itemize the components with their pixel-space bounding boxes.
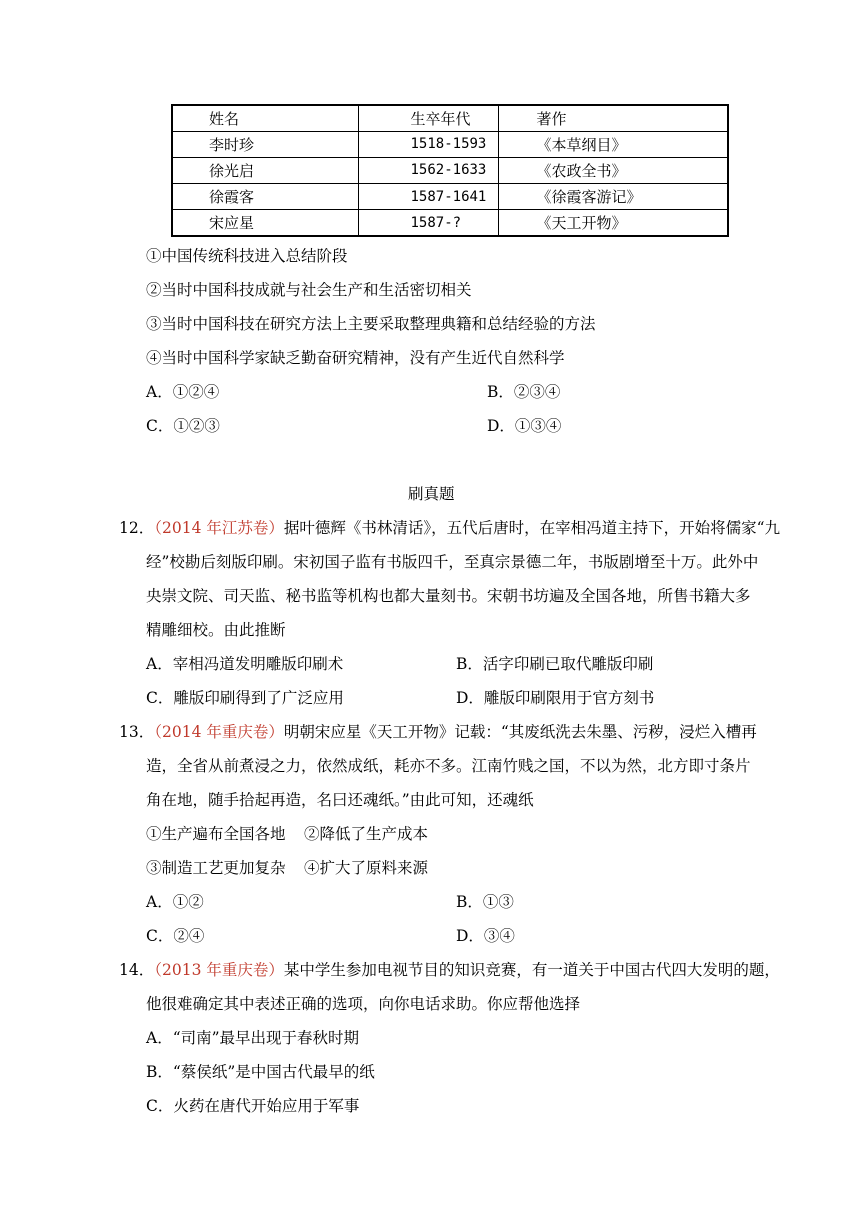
- q13-statement: ③制造工艺更加复杂: [146, 859, 286, 877]
- table-row: [172, 131, 728, 157]
- q13-statement: ①生产遍布全国各地: [146, 825, 286, 843]
- q13-line: [119, 722, 757, 742]
- q11-option-c: C．①②③: [146, 417, 220, 435]
- q11-statement: ①中国传统科技进入总结阶段: [146, 247, 348, 265]
- q11-statement: ③当时中国科技在研究方法上主要采取整理典籍和总结经验的方法: [146, 315, 596, 333]
- scientists-table: [171, 104, 729, 237]
- section-title: 刷真题: [408, 485, 455, 503]
- q12-option-d: D．雕版印刷限用于官方刻书: [456, 689, 655, 707]
- table-header-cell: 姓名: [172, 105, 358, 131]
- table-cell: 《农政全书》: [498, 157, 728, 183]
- table-cell: 李时珍: [172, 131, 358, 157]
- q12-line: 经”校勘后刻版印刷。宋初国子监有书版四千，至真宗景德二年，书版剧增至十万。此外中: [146, 553, 759, 571]
- q14-option-a: A．“司南”最早出现于春秋时期: [146, 1029, 360, 1047]
- q12-line: 央崇文院、司天监、秘书监等机构也都大量刻书。宋朝书坊遍及全国各地，所售书籍大多: [146, 587, 751, 605]
- question-number: 12．: [119, 519, 155, 537]
- question-text: 据叶德辉《书林清话》，五代后唐时，在宰相冯道主持下，开始将儒家“九: [283, 519, 781, 537]
- table-cell: 宋应星: [172, 210, 358, 236]
- q11-statement: ②当时中国科技成就与社会生产和生活密切相关: [146, 281, 472, 299]
- table-cell: 1518-1593: [358, 131, 498, 157]
- q12-line: 精雕细校。由此推断: [146, 621, 286, 639]
- table-cell: 1562-1633: [358, 157, 498, 183]
- q13-statement: ④扩大了原料来源: [304, 859, 429, 877]
- table-cell: 1587-?: [358, 210, 498, 236]
- q12-line: [119, 518, 780, 538]
- question-number: 13．: [119, 723, 155, 741]
- q14-option-b: B．“蔡侯纸”是中国古代最早的纸: [146, 1063, 375, 1081]
- q12-option-c: C．雕版印刷得到了广泛应用: [146, 689, 344, 707]
- q11-option-b: B．②③④: [487, 383, 561, 401]
- q14-line: [119, 960, 780, 980]
- table-cell: 徐霞客: [172, 184, 358, 210]
- q13-option-a: A．①②: [146, 893, 204, 911]
- question-text: 某中学生参加电视节目的知识竞赛，有一道关于中国古代四大发明的题，: [283, 961, 780, 979]
- question-text: 明朝宋应星《天工开物》记载：“其废纸洗去朱墨、污秽，浸烂入槽再: [283, 723, 757, 741]
- question-source: （2014 年重庆卷）: [154, 723, 284, 741]
- q13-line: 角在地，随手拾起再造，名曰还魂纸。”由此可知，还魂纸: [146, 791, 534, 809]
- q13-option-c: C．②④: [146, 927, 205, 945]
- q11-option-d: D．①③④: [487, 417, 562, 435]
- q11-statement: ④当时中国科学家缺乏勤奋研究精神，没有产生近代自然科学: [146, 349, 565, 367]
- q11-option-a: A．①②④: [146, 383, 220, 401]
- q13-option-d: D．③④: [456, 927, 515, 945]
- question-source: （2013 年重庆卷）: [154, 961, 284, 979]
- question-number: 14．: [119, 961, 155, 979]
- table-cell: 《本草纲目》: [498, 131, 728, 157]
- table-cell: 徐光启: [172, 157, 358, 183]
- table-cell: 《徐霞客游记》: [498, 184, 728, 210]
- question-source: （2014 年江苏卷）: [154, 519, 284, 537]
- table-cell: 《天工开物》: [498, 210, 728, 236]
- table-header-cell: 生卒年代: [358, 105, 498, 131]
- q14-option-c: C．火药在唐代开始应用于军事: [146, 1097, 360, 1115]
- table-cell: 1587-1641: [358, 184, 498, 210]
- table-header-row: [172, 105, 728, 131]
- table-row: [172, 157, 728, 183]
- q13-statement: ②降低了生产成本: [304, 825, 429, 843]
- q13-line: 造，全省从前煮浸之力，依然成纸，耗亦不多。江南竹贱之国，不以为然，北方即寸条片: [146, 757, 751, 775]
- q14-line: 他很难确定其中表述正确的选项，向你电话求助。你应帮他选择: [146, 995, 581, 1013]
- table-row: [172, 210, 728, 236]
- q13-option-b: B．①③: [456, 893, 514, 911]
- table-header-cell: 著作: [498, 105, 728, 131]
- q12-option-b: B．活字印刷已取代雕版印刷: [456, 655, 654, 673]
- table-row: [172, 184, 728, 210]
- q12-option-a: A．宰相冯道发明雕版印刷术: [146, 655, 344, 673]
